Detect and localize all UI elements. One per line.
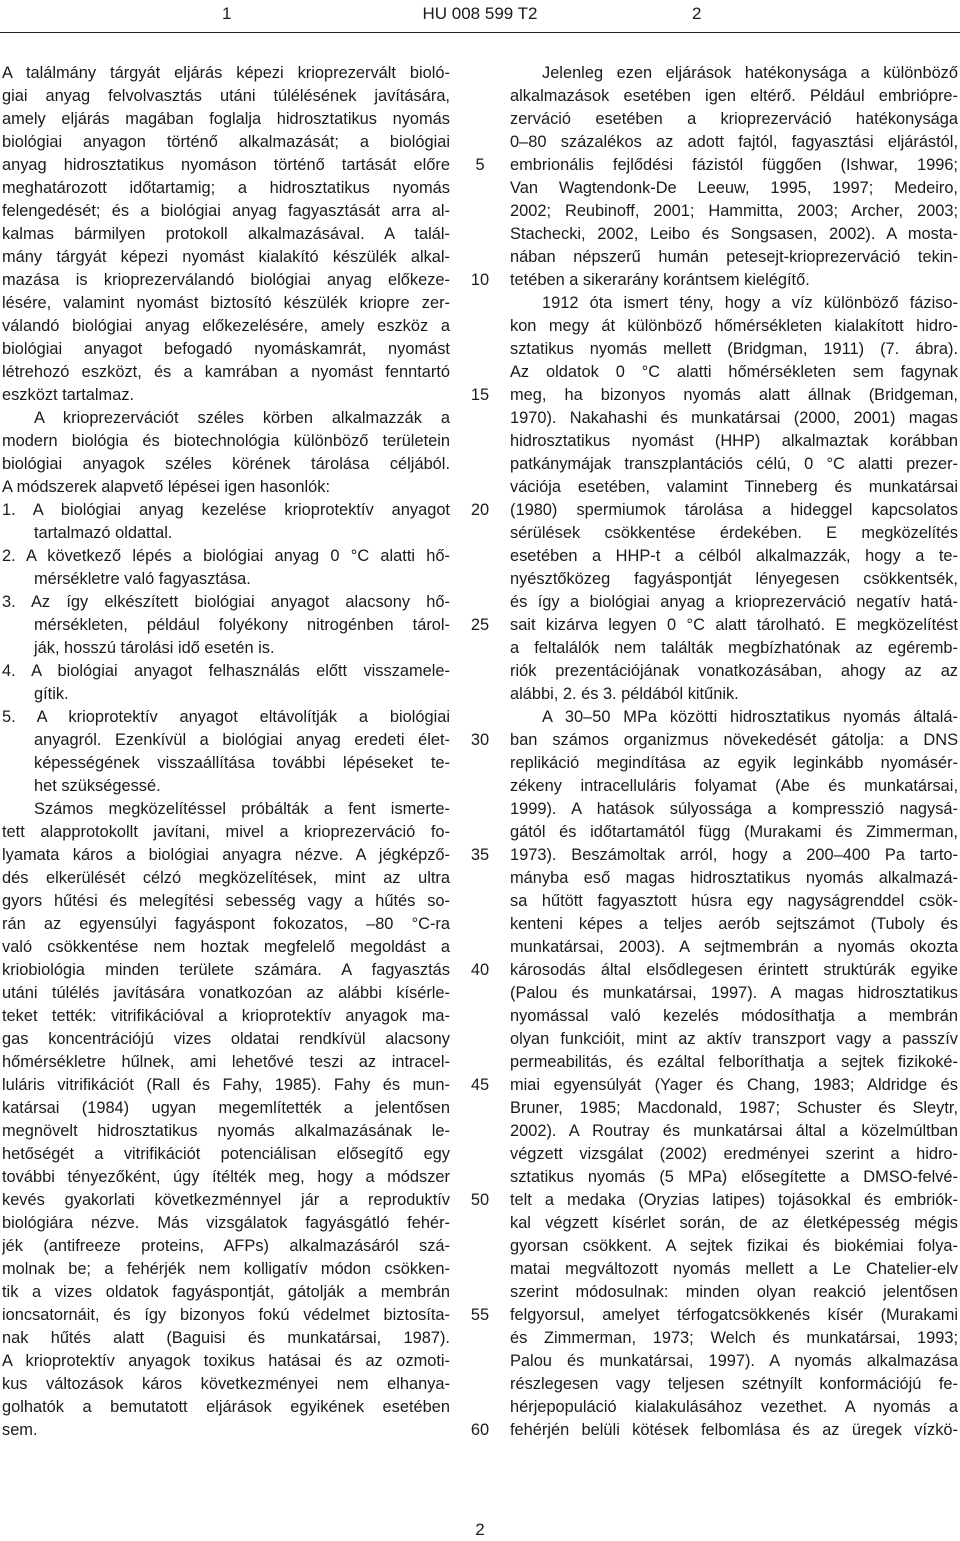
text-line: nyomással való kezelés módosíthatja a membrán xyxy=(510,1007,958,1025)
text-line: kevés gyakorlati következménnyel jár a reproduktív xyxy=(2,1191,450,1209)
line-number: 25 xyxy=(470,616,490,634)
text-line: mazása is krioprezerválandó biológiai anyag előkeze- xyxy=(2,271,450,289)
text-line: Stachecki, 2002, Leibo és Songsasen, 2002). A mosta- xyxy=(510,225,958,243)
text-line: giai anyag felvolvasztás utáni túlélésének javítására, xyxy=(2,87,450,105)
text-line: nyésztőközeg fagyáspontját lényegesen csökkentsék, xyxy=(510,570,958,588)
line-number: 40 xyxy=(470,961,490,979)
text-line: végzett vizsgálat (2002) eredményei szerint a hidro- xyxy=(510,1145,958,1163)
text-line: A krioprotektív anyagok toxikus hatásai és az ozmoti- xyxy=(2,1352,450,1370)
line-number: 5 xyxy=(475,156,485,174)
text-line: mérsékletre való fagyasztása. xyxy=(34,570,251,588)
text-line: sait kizárva legyen 0 °C alatt tárolható. E megközelítést xyxy=(510,616,958,634)
text-line: dés elkerülését célzó megközelítések, mint az ultra xyxy=(2,869,450,887)
text-line: sérülések csökkentése érdekében. E megközelítés xyxy=(510,524,958,542)
text-line: A 30–50 MPa közötti hidrosztatikus nyomás általá- xyxy=(542,708,958,726)
text-line: Számos megközelítéssel próbálták a fent ismerte- xyxy=(34,800,450,818)
text-line: 0–80 százalékos az adott fajtól, fagyasztási eljárástól, xyxy=(510,133,958,151)
text-line: lésére, valamint nyomást biztosító készülék kriopre zer- xyxy=(2,294,450,312)
text-line: 5. A krioprotektív anyagot eltávolítják a biológiai xyxy=(2,708,450,726)
line-number: 45 xyxy=(470,1076,490,1094)
header-page-right: 2 xyxy=(692,4,702,23)
text-line: károsodás által elsődlegesen érintett struktúrák egyike xyxy=(510,961,958,979)
line-number: 35 xyxy=(470,846,490,864)
text-line: sem. xyxy=(2,1421,38,1439)
left-column xyxy=(2,62,450,1442)
text-line: 1999). A hatások súlyossága a kompresszió nagysá- xyxy=(510,800,958,818)
text-line: vációja esetében, valamint Tinneberg és munkatársai xyxy=(510,478,958,496)
text-line: esetében a HHP-t a célból alkalmazzák, hogy a te- xyxy=(510,547,958,565)
text-line: A módszerek alapvető lépései igen hasonlók: xyxy=(2,478,331,496)
text-line: tetében a sikerarány korántsem kielégítő. xyxy=(510,271,810,289)
text-line: Jelenleg ezen eljárások hatékonysága a különböző xyxy=(542,64,958,82)
text-line: alábbi, 2. és 3. példából kitűnik. xyxy=(510,685,739,703)
text-line: tartalmazó oldattal. xyxy=(34,524,173,542)
text-line: biológiai anyagot befogadó nyomáskamrát, nyomást xyxy=(2,340,450,358)
text-line: kriobiológia minden területe számára. A fagyasztás xyxy=(2,961,450,979)
text-line: 4. A biológiai anyagot felhasználás előtt visszamele- xyxy=(2,662,450,680)
text-line: eszközt tartalmaz. xyxy=(2,386,135,404)
text-line: kalmas bármilyen protokoll alkalmazásával. A talál- xyxy=(2,225,450,243)
text-line: ban számos organizmus növekedését gátolja: a DNS xyxy=(510,731,958,749)
text-line: a feltalálók nem találták megbízhatónak az egéremb- xyxy=(510,639,958,657)
text-line: mányba eső magas hidrosztatikus nyomás alkalmazá- xyxy=(510,869,958,887)
text-line: teket tették: vitrifikációval a krioprotektív anyagok ma- xyxy=(2,1007,450,1025)
text-line: válandó biológiai anyag előkezelésére, amely eszköz a xyxy=(2,317,450,335)
text-line: biológiai anyagon történő alkalmazását; a biológiai xyxy=(2,133,450,151)
text-line: het szükségessé. xyxy=(34,777,161,795)
line-number: 60 xyxy=(470,1421,490,1439)
text-line: nak hűtés alatt (Baguisi és munkatársai, 1987). xyxy=(2,1329,450,1347)
text-line: kal végzett kísérlet során, de az életképesség mégis xyxy=(510,1214,958,1232)
text-line: ják, hosszú tárolási idő esetén is. xyxy=(34,639,275,657)
text-line: miai egyensúlyát (Yager és Chang, 1983; Aldridge és xyxy=(510,1076,958,1094)
text-line: 1912 óta ismert tény, hogy a víz különböző fáziso- xyxy=(542,294,958,312)
text-line: jék (antifreeze proteins, AFPs) alkalmazásáról szá- xyxy=(2,1237,450,1255)
text-line: további tényezőként, úgy ítélték meg, hogy a módszer xyxy=(2,1168,450,1186)
page-footer-number: 2 xyxy=(475,1520,485,1539)
text-line: részlegesen vagy teljesen szétnyílt konformációjú fe- xyxy=(510,1375,958,1393)
line-number: 50 xyxy=(470,1191,490,1209)
text-line: hőmérsékletre hűlnek, ami lehetővé teszi az intracel- xyxy=(2,1053,450,1071)
text-line: gítik. xyxy=(34,685,69,703)
text-line: ioncsatornáit, és így bizonyos fokú védelmet biztosíta- xyxy=(2,1306,450,1324)
text-line: sa hűtött fagyasztott húsra egy nagyságrenddel csök- xyxy=(510,892,958,910)
text-line: gas koncentrációjú vizes oldatai rendkívül alacsony xyxy=(2,1030,450,1048)
text-line: 2002; Reubinoff, 2001; Hammitta, 2003; Archer, 2003; xyxy=(510,202,958,220)
text-line: 1970). Nakahashi és munkatársai (2000, 2001) magas xyxy=(510,409,958,427)
text-line: képességének visszaállítása további lépéseket te- xyxy=(34,754,450,772)
text-line: modern biológia és biotechnológia különböző területein xyxy=(2,432,450,450)
text-line: gyors hűtési és melegítési sebesség vagy a hűtés so- xyxy=(2,892,450,910)
text-line: luláris vitrifikációt (Rall és Fahy, 1985). Fahy és mun- xyxy=(2,1076,450,1094)
text-line: (1980) spermiumok tárolása a hideggel kapcsolatos xyxy=(510,501,958,519)
text-line: zékeny intracelluláris folyamat (Abe és munkatársai, xyxy=(510,777,958,795)
text-line: gától és időtartamától függ (Murakami és Zimmerman, xyxy=(510,823,958,841)
text-line: permeabilitás, és ezáltal felboríthatja a sejtek fizikoké- xyxy=(510,1053,958,1071)
text-line: Palou és munkatársai, 1997). A nyomás alkalmazása xyxy=(510,1352,958,1370)
text-line: létrehozó eszközt, és a kamrában a nyomást fenntartó xyxy=(2,363,450,381)
text-line: 1. A biológiai anyag kezelése krioprotektív anyagot xyxy=(2,501,450,519)
text-line: való csökkentése nem hoztak megfelelő megoldást a xyxy=(2,938,450,956)
text-line: tett alapprotokollt javítani, mivel a krioprezerváció fo- xyxy=(2,823,450,841)
line-number: 15 xyxy=(470,386,490,404)
text-line: gyorsan csökkent. A sejtek fizikai és biokémiai folya- xyxy=(510,1237,958,1255)
text-line: embrionális fejlődési fázistól függően (Ishwar, 1996; xyxy=(510,156,958,174)
text-line: replikáció megindítása az egyik leginkább nyomásér- xyxy=(510,754,958,772)
text-line: biológiai anyagok széles körének tárolása céljából. xyxy=(2,455,450,473)
text-line: molnak be; a fehérjék nem kolligatív módon csökken- xyxy=(2,1260,450,1278)
text-line: kus változások káros következményei nem elhanya- xyxy=(2,1375,450,1393)
text-line: megnövelt hidrosztatikus nyomás alkalmazásának le- xyxy=(2,1122,450,1140)
text-line: golhatók a bemutatott eljárások egyikének esetében xyxy=(2,1398,450,1416)
text-line: meghatározott időtartamig; a hidrosztatikus nyomás xyxy=(2,179,450,197)
text-line: hidrosztatikus nyomást (HHP) alkalmaztak korábban xyxy=(510,432,958,450)
text-line: mány tárgyát képezi nyomást kialakító készülék alkal- xyxy=(2,248,450,266)
text-line: meg, ha bizonyos nyomás alatt állnak (Bridgeman, xyxy=(510,386,958,404)
line-number: 10 xyxy=(470,271,490,289)
text-line: Bruner, 1985; Macdonald, 1987; Schuster és Sleytr, xyxy=(510,1099,958,1117)
text-line: 2. A következő lépés a biológiai anyag 0 °C alatti hő- xyxy=(2,547,450,565)
page-header xyxy=(0,0,960,40)
text-line: anyag hidrosztatikus nyomáson történő tartását előre xyxy=(2,156,450,174)
line-number: 30 xyxy=(470,731,490,749)
text-line: rán az egyensúlyi fagyáspont fokozatos, –80 °C-ra xyxy=(2,915,450,933)
text-line: (Palou és munkatársai, 1997). A magas hidrosztatikus xyxy=(510,984,958,1002)
text-line: zerváció esetében a krioprezerváció hatékonysága xyxy=(510,110,958,128)
text-line: és Zimmerman, 1973; Welch és munkatársai, 1993; xyxy=(510,1329,958,1347)
text-line: nában népszerű humán petesejt-krioprezerváció tekin- xyxy=(510,248,958,266)
text-line: mérsékleten, például folyékony nitrogénben tárol- xyxy=(34,616,450,634)
text-line: lyamata káros a biológiai anyagra nézve. A jégképző- xyxy=(2,846,450,864)
text-line: kenteni képes a teljes aerób sejtszámot (Tuboly és xyxy=(510,915,958,933)
text-line: A krioprezervációt széles körben alkalmazzák a xyxy=(34,409,450,427)
text-line: amely eljárás magában foglalja hidrosztatikus nyomás xyxy=(2,110,450,128)
text-line: és így a biológiai anyag a krioprezerváció negatív hatá- xyxy=(510,593,958,611)
text-line: katársai (1984) ugyan megemlítették a jelentősen xyxy=(2,1099,450,1117)
text-line: kon megy át különböző hőmérsékleten kialakított hidro- xyxy=(510,317,958,335)
text-line: utáni túlélés javítására vonatkozóan az alábbi kísérle- xyxy=(2,984,450,1002)
text-line: 3. Az így elkészített biológiai anyagot alacsony hő- xyxy=(2,593,450,611)
line-number: 20 xyxy=(470,501,490,519)
text-line: alkalmazások esetében igen eltérő. Például embriópre- xyxy=(510,87,958,105)
text-line: tik a vizes oldatok fagyáspontját, gátolják a membrán xyxy=(2,1283,450,1301)
text-line: fehérjén belüli kötések felbomlása és az üregek vízkö- xyxy=(510,1421,958,1439)
text-line: hérjepopuláció kialakulásához vezethet. A nyomás a xyxy=(510,1398,958,1416)
line-number: 55 xyxy=(470,1306,490,1324)
text-line: szerint módosulnak: minden olyan reakció jelentősen xyxy=(510,1283,958,1301)
text-line: 2002). A Routray és munkatársai által a közelmúltban xyxy=(510,1122,958,1140)
text-line: munkatársai, 2003). A sejtmembrán a nyomás okozta xyxy=(510,938,958,956)
header-page-left: 1 xyxy=(222,4,232,23)
text-line: telt a medaka (Oryzias latipes) tojásokkal és embriók- xyxy=(510,1191,958,1209)
text-line: Van Wagtendonk-De Leeuw, 1995, 1997; Medeiro, xyxy=(510,179,958,197)
text-line: olyan funkcióit, mint az aktív transzport vagy a passzív xyxy=(510,1030,958,1048)
text-line: matai megváltozott nyomás mellett a Le Chatelier-elv xyxy=(510,1260,958,1278)
text-line: sztatikus nyomás mellett (Bridgman, 1911) (7. ábra). xyxy=(510,340,958,358)
text-line: patkánymájak transzplantációs célú, 0 °C alatti prezer- xyxy=(510,455,958,473)
text-line: biológiára nézve. Más vizsgálatok fagyásgátló fehér- xyxy=(2,1214,450,1232)
text-line: sztatikus nyomás (5 MPa) elősegítette a DMSO-felvé- xyxy=(510,1168,958,1186)
text-line: riók prezentációjának vonatkozásában, ahogy az az xyxy=(510,662,958,680)
text-line: A találmány tárgyát eljárás képezi krioprezervált bioló- xyxy=(2,64,450,82)
text-line: 1973). Beszámoltak arról, hogy a 200–400 Pa tarto- xyxy=(510,846,958,864)
right-column xyxy=(510,62,958,1442)
text-line: felgyorsul, amelyet térfogatcsökkenés kísér (Murakami xyxy=(510,1306,958,1324)
text-line: anyagról. Ezenkívül a biológiai anyag eredeti élet- xyxy=(34,731,450,749)
text-line: hetőségét a vitrifikációt potenciálisan elősegítő egy xyxy=(2,1145,450,1163)
text-line: Az oldatok 0 °C alatti hőmérsékleten sem fagynak xyxy=(510,363,958,381)
header-rule xyxy=(0,32,960,33)
text-line: felengedését; és a biológiai anyag fagyasztását arra al- xyxy=(2,202,450,220)
header-patent-number: HU 008 599 T2 xyxy=(422,4,538,23)
